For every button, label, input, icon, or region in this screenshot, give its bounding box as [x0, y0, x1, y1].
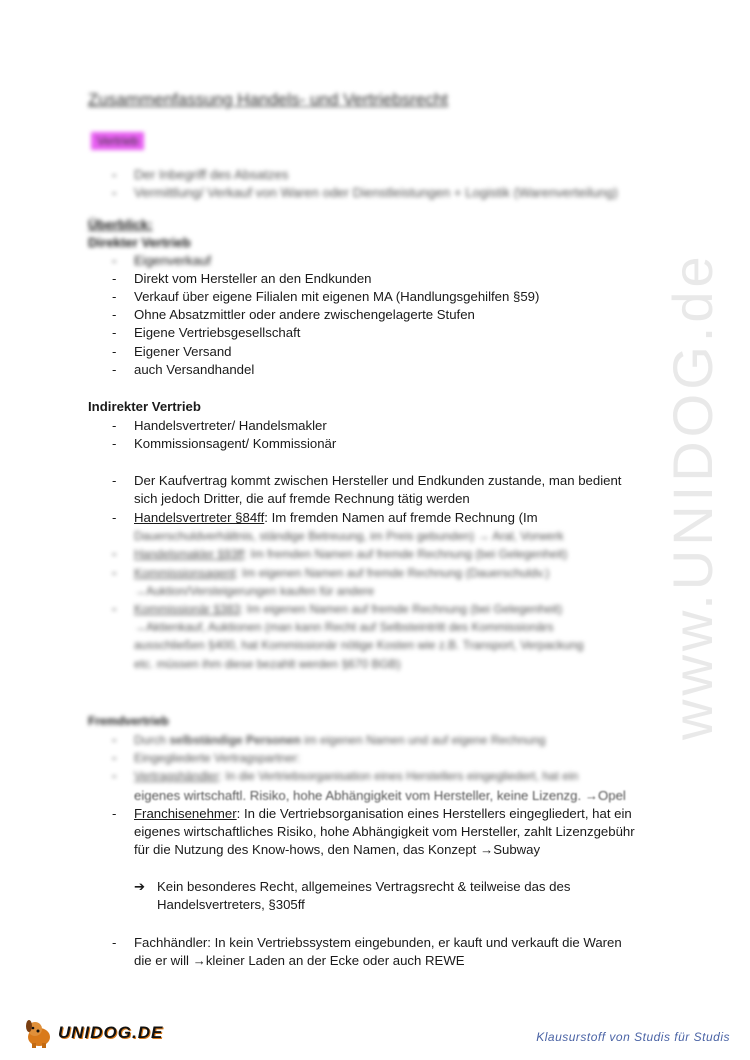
intro-item: Vermittlung/ Verkauf von Waren oder Dienstleistungen + Logistik (Warenverteilung)	[134, 185, 618, 200]
section-tag: Vertrieb	[91, 132, 144, 150]
foreign-item-pre: Durch	[134, 733, 170, 747]
ka-line2: →Auktion/Versteigerungen kaufen für andere	[134, 584, 375, 598]
arrow-icon: ➔	[134, 879, 146, 894]
vh-line	[134, 767, 578, 785]
bullet-dash: -	[112, 750, 117, 765]
foreign-item-bold: selbständige Personen	[169, 733, 301, 747]
bullet-dash: -	[112, 732, 117, 747]
bullet-dash: -	[112, 436, 117, 451]
bullet-dash: -	[112, 253, 117, 268]
bullet-dash: -	[112, 601, 117, 616]
direct-item: Eigener Versand	[134, 344, 232, 359]
bullet-dash: -	[112, 510, 117, 525]
direct-item: Eigenverkauf	[134, 253, 211, 268]
ko-text: : Im eigenen Namen auf fremde Rechnung (bei Gelegenheit)	[240, 602, 563, 616]
fh-line2: die er will →kleiner Laden an der Ecke oder auch REWE	[134, 953, 465, 968]
direct-item: auch Versandhandel	[134, 362, 255, 377]
hv-term: Handelsvertreter §84ff	[134, 510, 265, 525]
contract-line: sich jedoch Dritter, die auf fremde Rechnung tätig werden	[134, 491, 470, 506]
hv-line2: Dauerschuldverhältnis, ständige Betreuung, im Preis gebunden) → Aral, Vorwerk	[134, 529, 564, 543]
direct-item: Eigene Vertriebsgesellschaft	[134, 325, 301, 340]
bullet-dash: -	[112, 344, 117, 359]
fn-text: : In die Vertriebsorganisation eines Herstellers eingegliedert, hat ein	[236, 806, 632, 821]
bullet-dash: -	[112, 362, 117, 377]
bullet-dash: -	[112, 806, 117, 821]
ko-line	[134, 600, 562, 618]
ka-line	[134, 564, 549, 582]
foreign-item-post: im eigenen Namen und auf eigene Rechnung	[300, 733, 546, 747]
hv-text: : Im fremden Namen auf fremde Rechnung (Im	[264, 510, 538, 525]
fh-line: Fachhändler: In kein Vertriebssystem eingebunden, er kauft und verkauft die Waren	[134, 935, 622, 950]
bullet-dash: -	[112, 473, 117, 488]
logo-text: UNIDOG.DE	[58, 1023, 164, 1042]
vh-text: : In die Vertriebsorganisation eines Herstellers eingegliedert, hat ein	[218, 769, 579, 783]
bullet-dash: -	[112, 565, 117, 580]
bullet-dash: -	[112, 768, 117, 783]
direct-item: Direkt vom Hersteller an den Endkunden	[134, 271, 372, 286]
document-title: Zusammenfassung Handels- und Vertriebsrecht	[88, 90, 449, 109]
hm-line	[134, 545, 567, 563]
bullet-dash: -	[112, 307, 117, 322]
fn-term: Franchisenehmer	[134, 806, 237, 821]
note-line: Kein besonderes Recht, allgemeines Vertragsrecht & teilweise das des	[157, 879, 571, 894]
bullet-dash: -	[112, 546, 117, 561]
foreign-item: Eingegliederte Vertragspartner:	[134, 751, 301, 765]
fn-line	[134, 805, 632, 823]
direct-item: Ohne Absatzmittler oder andere zwischengelagerte Stufen	[134, 307, 475, 322]
indirect-item: Handelsvertreter/ Handelsmakler	[134, 418, 327, 433]
intro-item: Der Inbegriff des Absatzes	[134, 167, 289, 182]
bullet-dash: -	[112, 289, 117, 304]
ko-term: Kommissionär §383	[134, 602, 241, 616]
footer-slogan: Klausurstoff von Studis für Studis	[536, 1030, 730, 1044]
fn-line3: für die Nutzung des Know-hows, den Namen, das Konzept →Subway	[134, 842, 541, 857]
bullet-dash: -	[112, 167, 117, 182]
watermark: www.UNIDOG.de	[661, 252, 724, 740]
overview-label: Überblick:	[88, 217, 153, 232]
hv-line	[134, 509, 538, 527]
foreign-heading: Fremdvertrieb	[88, 714, 169, 728]
foreign-item	[134, 731, 546, 749]
hm-term: Handelsmakler §93ff	[134, 547, 244, 561]
vh-term: Vertragshändler	[134, 769, 219, 783]
bullet-dash: -	[112, 418, 117, 433]
ko-line2: →Aktienkauf, Auktionen (man kann Recht auf Selbsteintritt des Kommissionärs	[134, 620, 554, 634]
bullet-dash: -	[112, 271, 117, 286]
hm-text: : Im fremden Namen auf fremde Rechnung (bei Gelegenheit)	[243, 547, 568, 561]
dog-icon	[22, 1018, 56, 1048]
contract-line: Der Kaufvertrag kommt zwischen Hersteller und Endkunden zustande, man bedient	[134, 473, 622, 488]
direct-item: Verkauf über eigene Filialen mit eigenen MA (Handlungsgehilfen §59)	[134, 289, 540, 304]
ko-line4: etc. müssen ihm diese bezahlt werden §670 BGB)	[134, 657, 401, 671]
direct-heading: Direkter Vertrieb	[88, 235, 191, 250]
ka-term: Kommissionsagent	[134, 566, 236, 580]
vh-line2: eigenes wirtschaftl. Risiko, hohe Abhängigkeit vom Hersteller, keine Lizenzg. →Opel	[134, 788, 626, 803]
ko-line3: ausschließen §400, hat Kommissionär nötige Kosten wie z.B. Transport, Verpackung	[134, 638, 584, 652]
bullet-dash: -	[112, 325, 117, 340]
note-line: Handelsvertreters, §305ff	[157, 897, 305, 912]
ka-text: : Im eigenen Namen auf fremde Rechnung (Dauerschuldv.)	[235, 566, 550, 580]
fn-line2: eigenes wirtschaftliches Risiko, hohe Abhängigkeit vom Hersteller, zahlt Lizenzgebühr	[134, 824, 635, 839]
unidog-logo	[22, 1018, 163, 1048]
indirect-item: Kommissionsagent/ Kommissionär	[134, 436, 337, 451]
bullet-dash: -	[112, 935, 117, 950]
indirect-heading: Indirekter Vertrieb	[88, 399, 201, 414]
bullet-dash: -	[112, 185, 117, 200]
